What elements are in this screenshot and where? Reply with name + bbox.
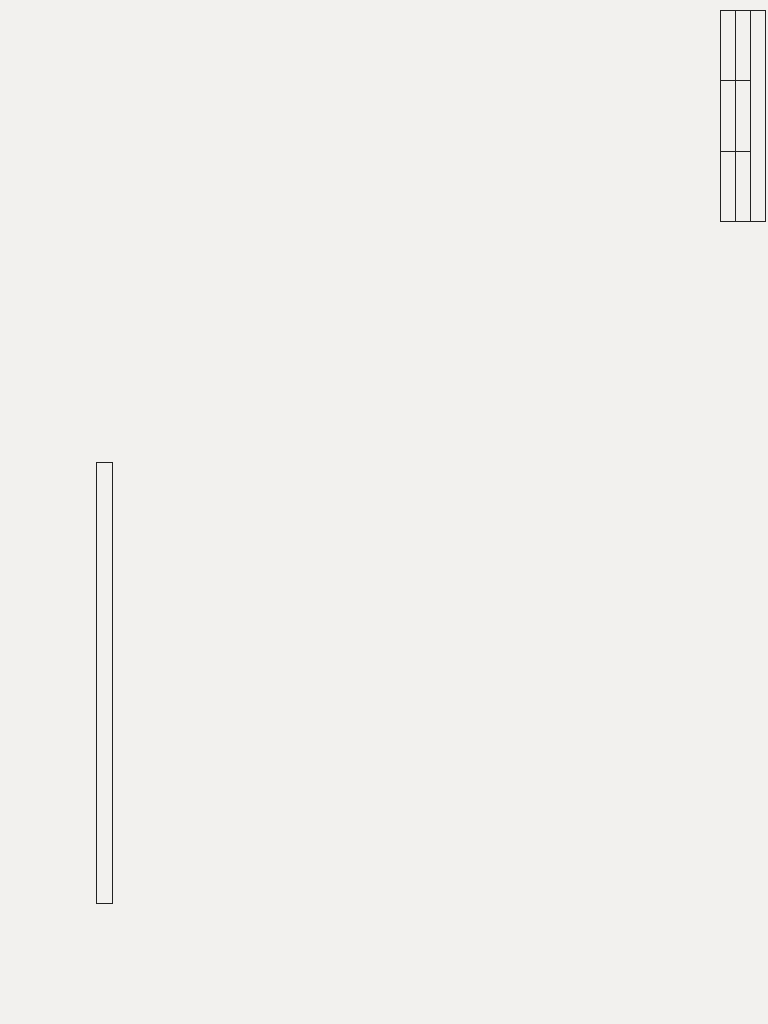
timings-caption bbox=[751, 11, 766, 222]
school-timings-table bbox=[720, 10, 766, 222]
timing-label bbox=[721, 11, 736, 81]
abbreviation-box bbox=[96, 462, 113, 904]
standard-label bbox=[736, 11, 751, 81]
timing-i-iv bbox=[721, 151, 736, 221]
standard-i-iv bbox=[736, 151, 751, 221]
timing-v-x bbox=[721, 81, 736, 151]
standard-v-x bbox=[736, 81, 751, 151]
